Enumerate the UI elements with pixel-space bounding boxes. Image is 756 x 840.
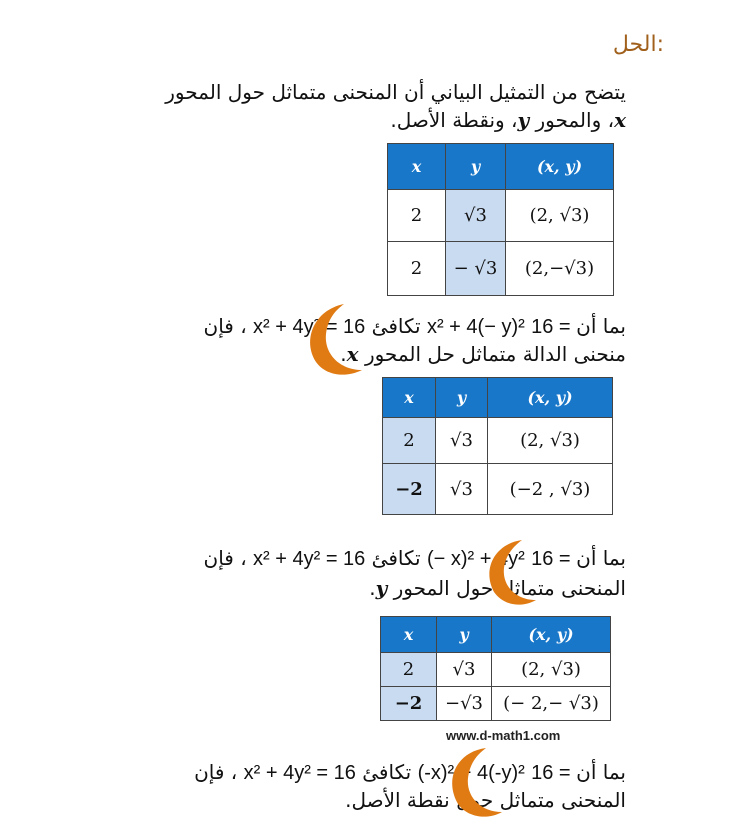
- para-x-mid: تكافئ: [371, 314, 421, 338]
- crescent-watermark-icon: [478, 536, 538, 608]
- table-1-header-y: y: [446, 144, 506, 190]
- para-o-line-1: [194, 758, 626, 787]
- para-y-mid: تكافئ: [371, 546, 421, 570]
- table-1-header-x: x: [388, 144, 446, 190]
- table-2-header-y: y: [436, 378, 488, 418]
- site-watermark: www.d-math1.com: [446, 728, 561, 743]
- para-o-prefix: بما أن: [576, 760, 626, 784]
- var-x: x: [614, 108, 626, 132]
- intro-line-1: يتضح من التمثيل البياني أن المنحنى متماثل حول المحور: [165, 80, 626, 104]
- para-x-prefix: بما أن: [576, 314, 626, 338]
- table-2-header-x: x: [383, 378, 436, 418]
- table-2-cell: 2: [383, 418, 436, 464]
- crescent-watermark-icon: [440, 744, 504, 820]
- table-3-cell: √3: [437, 653, 492, 687]
- para-o-line-2: المنحنى متماثل حول نقطة الأصل.: [345, 788, 626, 812]
- table-1-cell: (2, √3): [506, 190, 614, 242]
- para-y-line-1: [204, 544, 626, 573]
- para-x-line-2-text: منحنى الدالة متماثل حل المحور: [364, 342, 626, 366]
- para-o-eq-right: x² + 4y² = 16: [243, 762, 356, 784]
- table-3-header-xy: (x, y): [492, 617, 611, 653]
- crescent-watermark-icon: [296, 300, 366, 378]
- para-y-eq-left: 16 =: [531, 548, 577, 570]
- para-o-eq-main: (-x)² + 4(-y)²: [417, 762, 525, 784]
- table-3-cell: −√3: [437, 687, 492, 721]
- para-x-suffix: ، فإن: [203, 314, 247, 338]
- para-y-period: .: [369, 576, 376, 600]
- para-o-suffix: ، فإن: [194, 760, 238, 784]
- table-3: [380, 616, 611, 721]
- para-o-mid: تكافئ: [362, 760, 412, 784]
- table-1: [387, 143, 614, 296]
- para-o-eq-left: 16 =: [531, 762, 577, 784]
- para-x-eq-left: 16 =: [531, 316, 577, 338]
- solution-heading: الحل:: [612, 32, 664, 57]
- table-2-cell: √3: [436, 418, 488, 464]
- intro-text-1: ، والمحور: [535, 108, 615, 132]
- para-y-line-2-text: المنحنى متماثل حول المحور: [393, 576, 626, 600]
- para-x-eq-right: x² + 4y² = 16: [253, 316, 366, 338]
- para-x-line-2: [340, 340, 626, 368]
- para-x-eq-main: x² + 4(− y)²: [426, 316, 525, 338]
- table-3-cell: 2: [381, 653, 437, 687]
- var-y: y: [375, 576, 388, 600]
- para-x-line-1: [204, 312, 626, 341]
- table-1-cell: 2: [388, 242, 446, 296]
- var-x: x: [346, 342, 359, 366]
- para-y-prefix: بما أن: [576, 546, 626, 570]
- table-2-cell: −2: [383, 464, 436, 515]
- table-1-cell: (2,−√3): [506, 242, 614, 296]
- intro-text-2: ، ونقطة الأصل.: [390, 108, 518, 132]
- table-1-cell: 2: [388, 190, 446, 242]
- table-2: [382, 377, 613, 515]
- para-x-period: .: [340, 342, 347, 366]
- table-3-cell: −2: [381, 687, 437, 721]
- para-y-suffix: ، فإن: [203, 546, 247, 570]
- para-y-eq-right: x² + 4y² = 16: [253, 548, 366, 570]
- table-3-cell: (2, √3): [492, 653, 611, 687]
- table-3-header-y: y: [437, 617, 492, 653]
- table-2-cell: (2, √3): [488, 418, 613, 464]
- table-3-cell: (− 2,− √3): [492, 687, 611, 721]
- table-1-cell: √3: [446, 190, 506, 242]
- table-1-header-xy: (x, y): [506, 144, 614, 190]
- para-y-eq-main: (− x)² + 4y²: [426, 548, 525, 570]
- table-3-header-x: x: [381, 617, 437, 653]
- intro-line-2: [390, 106, 626, 134]
- var-y: y: [517, 108, 530, 132]
- table-2-header-xy: (x, y): [488, 378, 613, 418]
- table-2-cell: (−2 , √3): [488, 464, 613, 515]
- table-1-cell: − √3: [446, 242, 506, 296]
- table-2-cell: √3: [436, 464, 488, 515]
